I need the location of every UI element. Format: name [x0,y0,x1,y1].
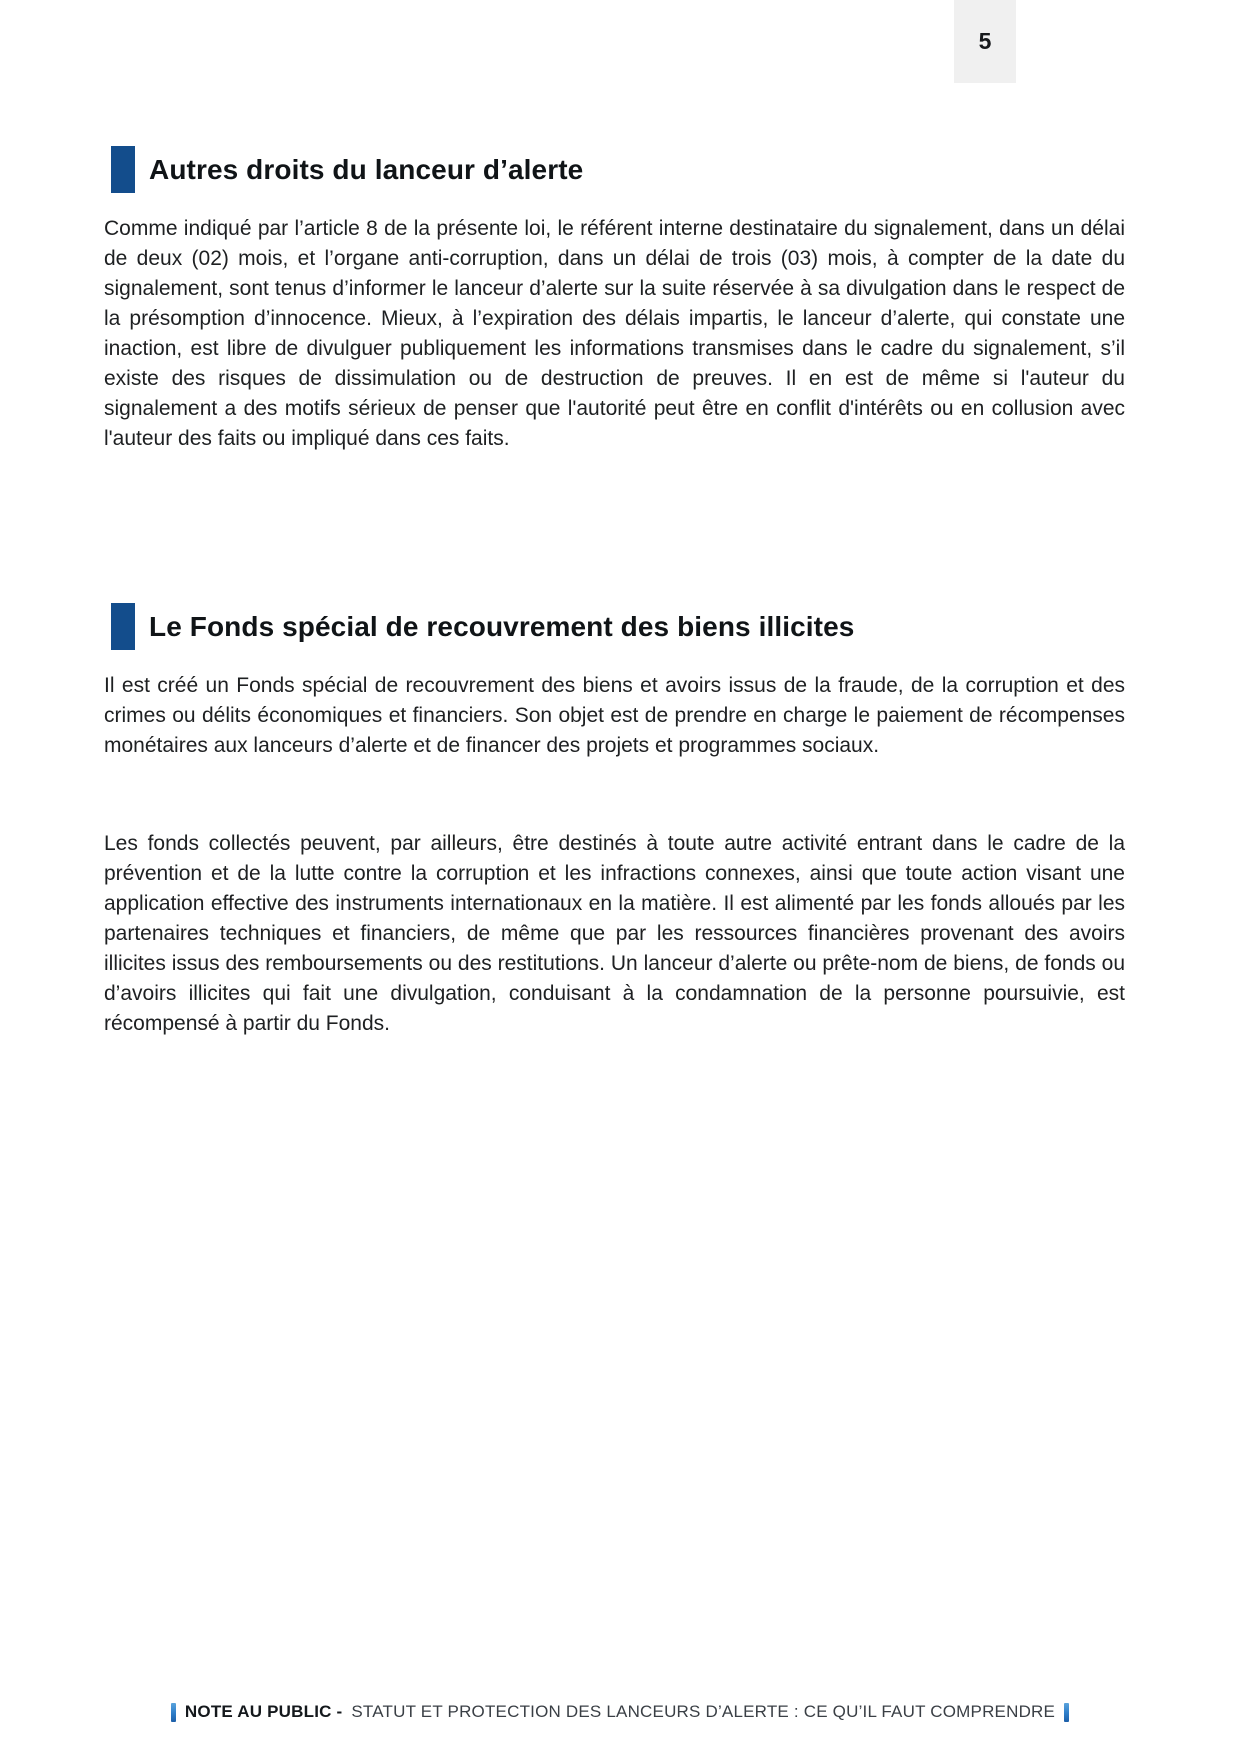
page-footer [0,1699,1240,1725]
paragraph: Comme indiqué par l’article 8 de la présente loi, le référent interne destinataire du signalement, dans un délai de deux (02) mois, et l’organe anti-corruption, dans un délai de trois (03) mois, à compter de la date du signalement, sont tenus d’informer le lanceur d’alerte sur la suite réservée à sa divulgation dans le respect de la présomption d’innocence. Mieux, à l’expiration des délais impartis, le lanceur d’alerte, qui constate une inaction, est libre de divulguer publiquement les informations transmises dans le cadre du signalement, s’il existe des risques de dissimulation ou de destruction de preuves. Il en est de même si l'auteur du signalement a des motifs sérieux de penser que l'autorité peut être en conflit d'intérêts ou en collusion avec l'auteur des faits ou impliqué dans ces faits. [104,217,1125,450]
heading-accent-square [111,603,135,650]
paragraph: Il est créé un Fonds spécial de recouvrement des biens et avoirs issus de la fraude, de la corruption et des crimes ou délits économiques et financiers. Son objet est de prendre en charge le paiement de récompenses monétaires aux lanceurs d’alerte et de financer des projets et programmes sociaux. [104,674,1125,757]
section-heading-fonds-special [111,603,854,650]
section-heading-title: Le Fonds spécial de recouvrement des biens illicites [149,611,855,642]
footer-doc-title: STATUT ET PROTECTION DES LANCEURS D’ALERTE : CE QU’IL FAUT COMPRENDRE [351,1702,1056,1721]
footer-accent-bar-right [1064,1703,1069,1722]
heading-accent-square [111,146,135,193]
page-number: 5 [978,28,992,54]
footer-doc-type: NOTE AU PUBLIC - [184,1702,343,1721]
section-heading-title: Autres droits du lanceur d’alerte [149,154,584,185]
page-number-badge [954,0,1016,83]
paragraph: Les fonds collectés peuvent, par ailleurs, être destinés à toute autre activité entrant dans le cadre de la prévention et de la lutte contre la corruption et les infractions connexes, ainsi que toute action visant une application effective des instruments internationaux en la matière. Il est alimenté par les fonds alloués par les partenaires techniques et financiers, de même que par les ressources financières provenant des avoirs illicites issus des remboursements ou des restitutions. Un lanceur d’alerte ou prête-nom de biens, de fonds ou d’avoirs illicites qui fait une divulgation, conduisant à la condamnation de la personne poursuivie, est récompensé à partir du Fonds. [104,832,1125,1035]
footer-accent-bar-left [171,1703,176,1722]
section-heading-autres-droits [111,146,583,193]
